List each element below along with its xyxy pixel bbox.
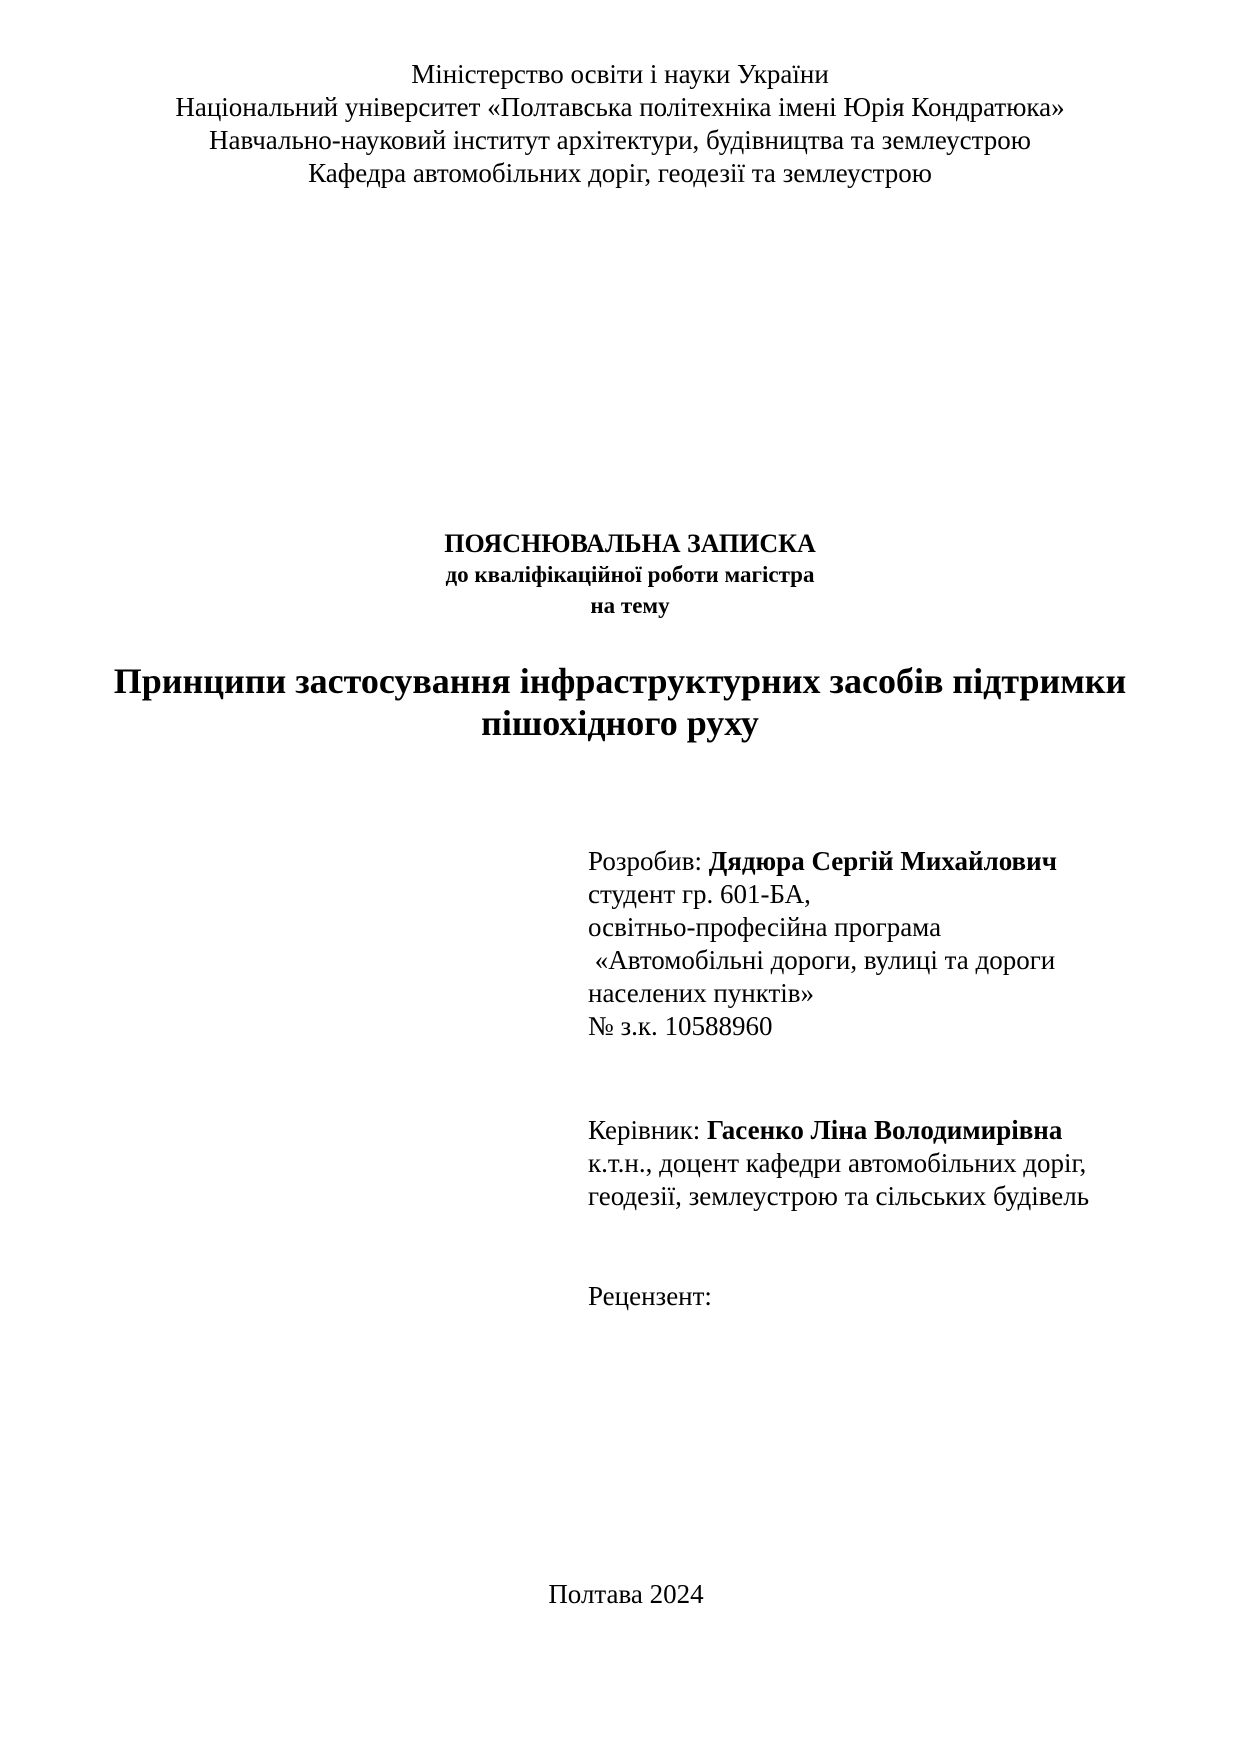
- institution-header: [0, 58, 1240, 190]
- thesis-topic-line-1: Принципи застосування інфраструктурних засобів підтримки: [113, 661, 1127, 701]
- program-name-line-2: населених пунктів»: [588, 978, 815, 1008]
- author-block: [588, 845, 1057, 1043]
- department-line: Кафедра автомобільних доріг, геодезії та землеустрою: [308, 158, 932, 188]
- university-line: Національний університет «Полтавська політехніка імені Юрія Кондратюка»: [175, 92, 1065, 122]
- program-name-line-1: «Автомобільні дороги, вулиці та дороги: [588, 945, 1056, 975]
- reviewer-label: Рецензент:: [588, 1281, 712, 1311]
- author-label: Розробив:: [588, 846, 709, 876]
- thesis-topic-line-2: пішохідного руху: [481, 703, 759, 743]
- city-year: Полтава 2024: [548, 1579, 704, 1609]
- supervisor-name: Гасенко Ліна Володимирівна: [706, 1115, 1063, 1145]
- supervisor-label: Керівник:: [588, 1115, 707, 1145]
- supervisor-title-line-2: геодезії, землеустрою та сільських будівель: [588, 1181, 1090, 1211]
- author-name: Дядюра Сергій Михайлович: [708, 846, 1057, 876]
- supervisor-block: [588, 1114, 1089, 1213]
- institute-line: Навчально-науковий інститут архітектури, будівництва та землеустрою: [209, 125, 1031, 155]
- document-subtitle: до кваліфікаційної роботи магістра: [445, 562, 815, 587]
- document-title-block: [0, 528, 1240, 621]
- thesis-topic: [0, 660, 1240, 744]
- author-group: студент гр. 601-БА,: [588, 879, 811, 909]
- supervisor-line: [588, 1114, 1089, 1147]
- document-title: ПОЯСНЮВАЛЬНА ЗАПИСКА: [444, 529, 816, 558]
- ministry-line: Міністерство освіти і науки України: [411, 59, 829, 89]
- document-subtitle-topic-label: на тему: [590, 593, 670, 618]
- author-line: [588, 845, 1057, 878]
- program-label: освітньо-професійна програма: [588, 912, 942, 942]
- record-book-number: № з.к. 10588960: [588, 1011, 773, 1041]
- supervisor-title-line-1: к.т.н., доцент кафедри автомобільних доріг,: [588, 1148, 1087, 1178]
